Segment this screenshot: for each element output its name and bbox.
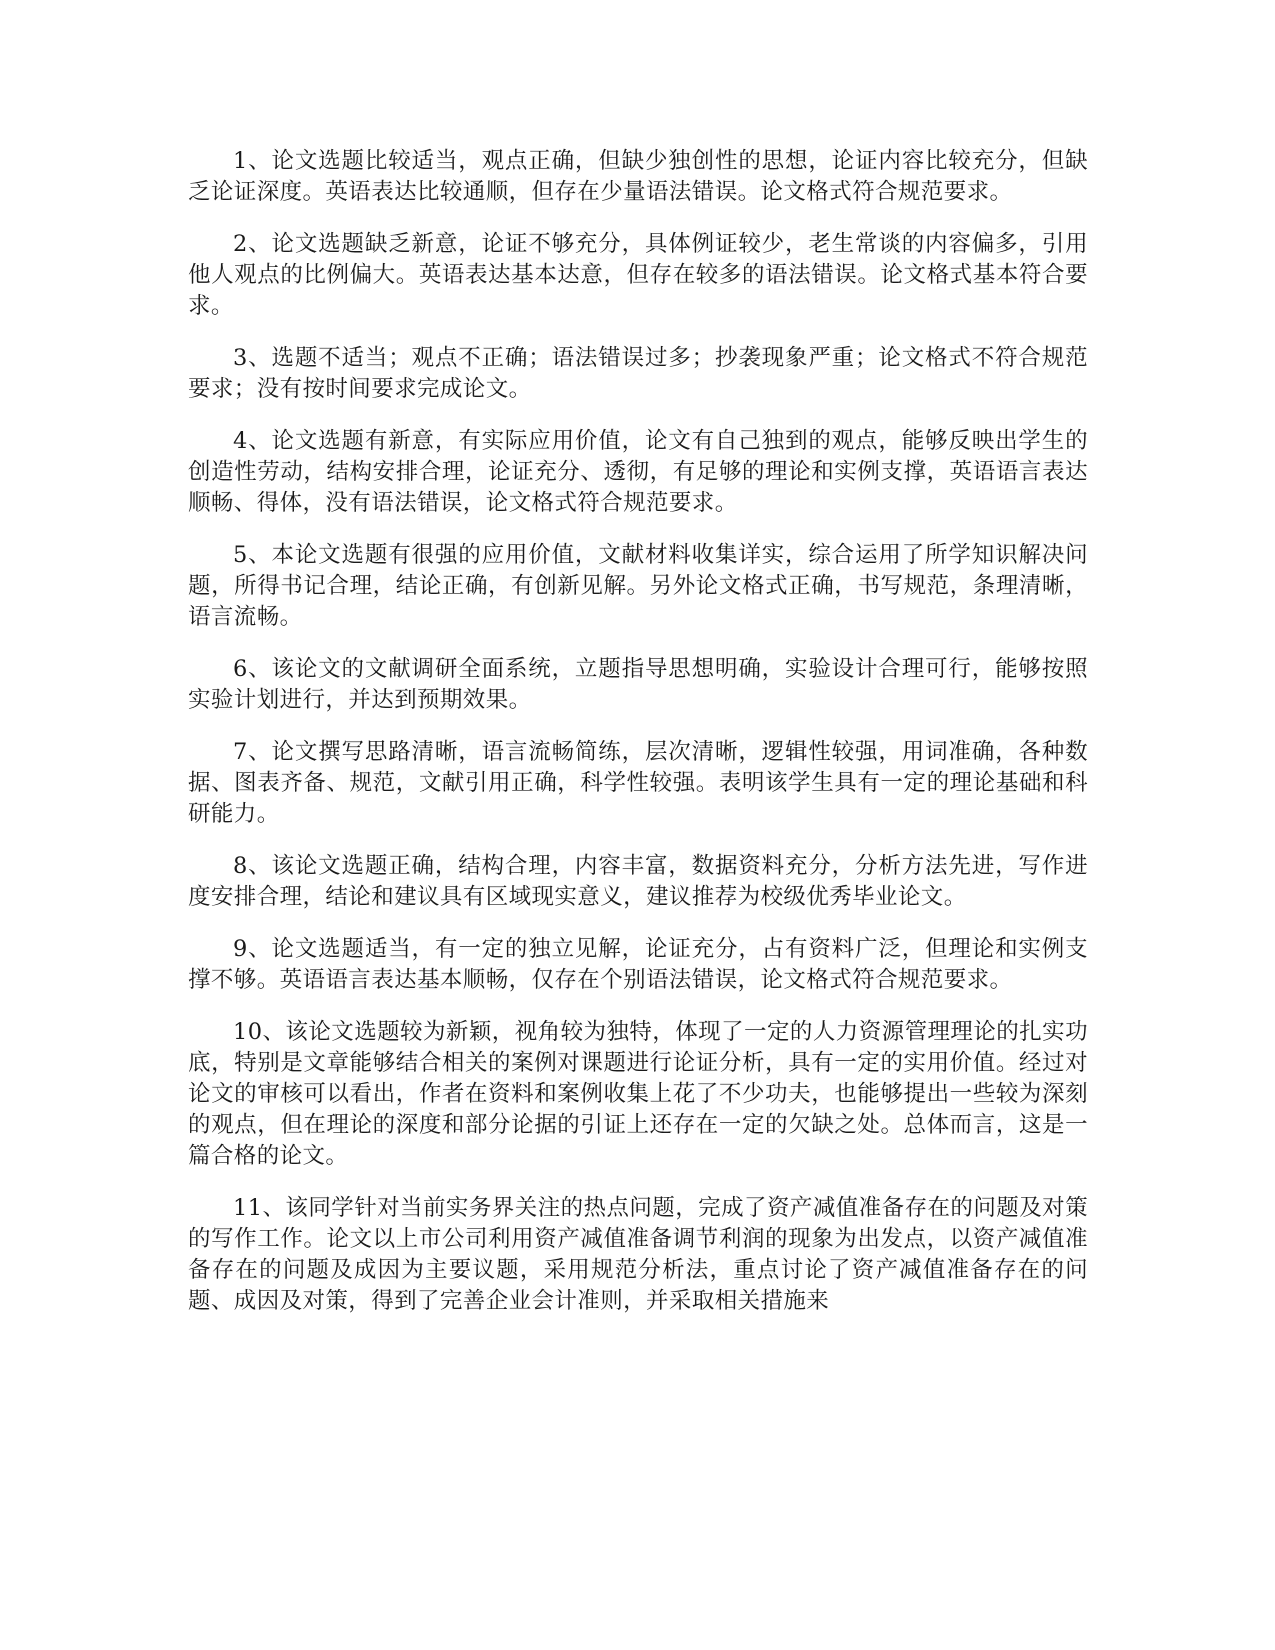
paragraph-7: 7、论文撰写思路清晰，语言流畅简练，层次清晰，逻辑性较强，用词准确，各种数据、图表齐备、规范，文献引用正确，科学性较强。表明该学生具有一定的理论基础和科研能力。 [188,739,1088,827]
paragraph-2: 2、论文选题缺乏新意，论证不够充分，具体例证较少，老生常谈的内容偏多，引用他人观点的比例偏大。英语表达基本达意，但存在较多的语法错误。论文格式基本符合要求。 [188,231,1088,319]
paragraph-8: 8、该论文选题正确，结构合理，内容丰富，数据资料充分，分析方法先进，写作进度安排合理，结论和建议具有区域现实意义，建议推荐为校级优秀毕业论文。 [188,853,1088,910]
document-body [188,146,1088,1338]
paragraph-9: 9、论文选题适当，有一定的独立见解，论证充分，占有资料广泛，但理论和实例支撑不够。英语语言表达基本顺畅，仅存在个别语法错误，论文格式符合规范要求。 [188,936,1088,993]
paragraph-3: 3、选题不适当；观点不正确；语法错误过多；抄袭现象严重；论文格式不符合规范要求；没有按时间要求完成论文。 [188,345,1088,402]
paragraph-5: 5、本论文选题有很强的应用价值，文献材料收集详实，综合运用了所学知识解决问题，所得书记合理，结论正确，有创新见解。另外论文格式正确，书写规范，条理清晰，语言流畅。 [188,542,1088,630]
paragraph-4: 4、论文选题有新意，有实际应用价值，论文有自己独到的观点，能够反映出学生的创造性劳动，结构安排合理，论证充分、透彻，有足够的理论和实例支撑，英语语言表达顺畅、得体，没有语法错误，论文格式符合规范要求。 [188,428,1088,516]
paragraph-10: 10、该论文选题较为新颖，视角较为独特，体现了一定的人力资源管理理论的扎实功底，特别是文章能够结合相关的案例对课题进行论证分析，具有一定的实用价值。经过对论文的审核可以看出，作者在资料和案例收集上花了不少功夫，也能够提出一些较为深刻的观点，但在理论的深度和部分论据的引证上还存在一定的欠缺之处。总体而言，这是一篇合格的论文。 [188,1019,1088,1169]
paragraph-6: 6、该论文的文献调研全面系统，立题指导思想明确，实验设计合理可行，能够按照实验计划进行，并达到预期效果。 [188,656,1088,713]
paragraph-11: 11、该同学针对当前实务界关注的热点问题，完成了资产减值准备存在的问题及对策的写作工作。论文以上市公司利用资产减值准备调节利润的现象为出发点，以资产减值准备存在的问题及成因为主要议题，采用规范分析法，重点讨论了资产减值准备存在的问题、成因及对策，得到了完善企业会计准则，并采取相关措施来 [188,1195,1088,1314]
paragraph-1: 1、论文选题比较适当，观点正确，但缺少独创性的思想，论证内容比较充分，但缺乏论证深度。英语表达比较通顺，但存在少量语法错误。论文格式符合规范要求。 [188,148,1088,205]
